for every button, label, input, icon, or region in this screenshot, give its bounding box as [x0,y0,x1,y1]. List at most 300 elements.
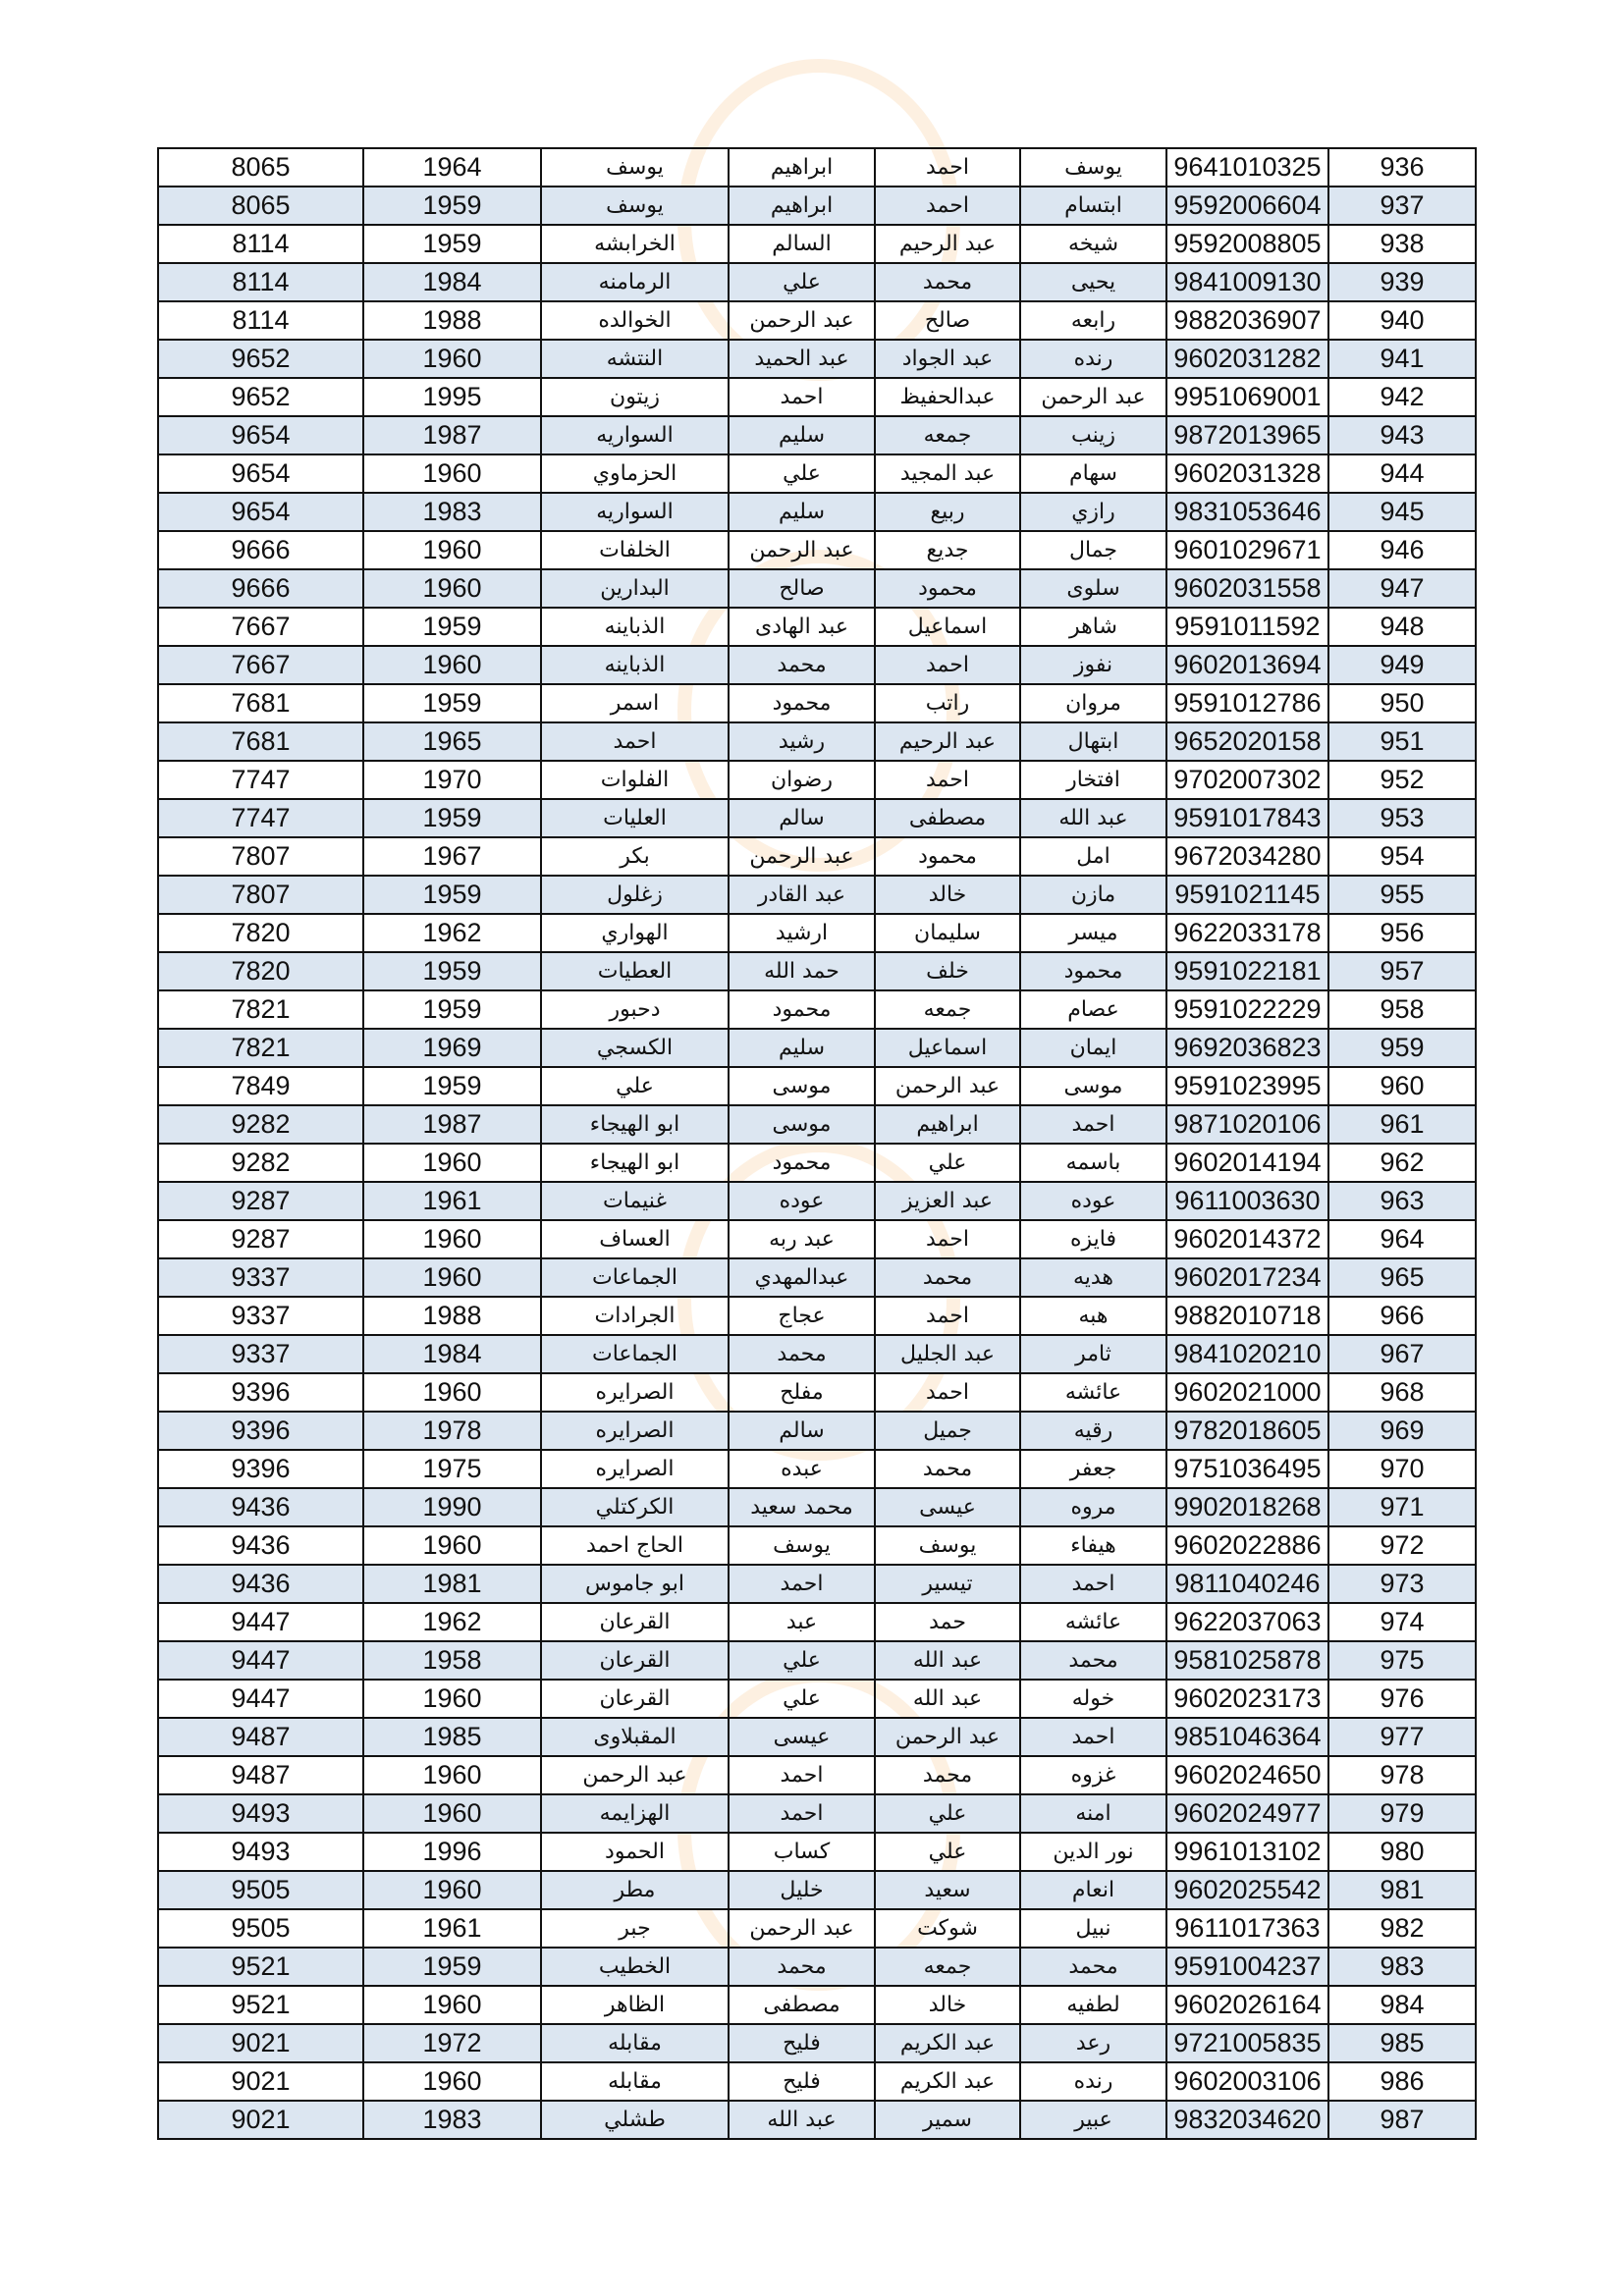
table-row [158,187,1476,225]
cell-national-id: 9591012786 [1166,684,1328,722]
cell-birth-year: 1960 [363,1680,541,1718]
cell-birth-year: 1983 [363,493,541,531]
cell-father-name: محمد [875,263,1020,301]
cell-birth-year: 1959 [363,990,541,1029]
cell-birth-year: 1990 [363,1488,541,1526]
cell-serial: 943 [1328,416,1476,454]
table-row [158,2101,1476,2139]
cell-father-name: احمد [875,1220,1020,1258]
cell-serial: 949 [1328,646,1476,684]
cell-birth-year: 1959 [363,608,541,646]
cell-first-name: لطفيه [1020,1986,1166,2024]
cell-birth-year: 1978 [363,1412,541,1450]
cell-national-id: 9782018605 [1166,1412,1328,1450]
cell-first-name: عبير [1020,2101,1166,2139]
cell-code: 9021 [158,2101,363,2139]
cell-code: 7849 [158,1067,363,1105]
cell-family-name: القرعان [541,1641,729,1680]
cell-family-name: مقابله [541,2024,729,2062]
cell-first-name: فايزه [1020,1220,1166,1258]
cell-family-name: الذباينه [541,608,729,646]
cell-serial: 981 [1328,1871,1476,1909]
cell-serial: 944 [1328,454,1476,493]
cell-birth-year: 1960 [363,340,541,378]
cell-code: 9652 [158,378,363,416]
cell-first-name: سهام [1020,454,1166,493]
cell-birth-year: 1960 [363,1871,541,1909]
cell-national-id: 9811040246 [1166,1565,1328,1603]
cell-national-id: 9592008805 [1166,225,1328,263]
cell-serial: 973 [1328,1565,1476,1603]
cell-father-name: محمود [875,569,1020,608]
cell-birth-year: 1960 [363,569,541,608]
cell-national-id: 9602025542 [1166,1871,1328,1909]
cell-first-name: انعام [1020,1871,1166,1909]
cell-first-name: ابتهال [1020,722,1166,761]
cell-national-id: 9591011592 [1166,608,1328,646]
cell-family-name: العليات [541,799,729,837]
cell-serial: 979 [1328,1794,1476,1833]
cell-first-name: شيخه [1020,225,1166,263]
cell-national-id: 9591022229 [1166,990,1328,1029]
table-row [158,148,1476,187]
cell-national-id: 9622033178 [1166,914,1328,952]
cell-serial: 945 [1328,493,1476,531]
cell-family-name: مقابله [541,2062,729,2101]
cell-family-name: القرعان [541,1680,729,1718]
cell-father-name: عبد الجواد [875,340,1020,378]
table-row [158,799,1476,837]
cell-code: 9521 [158,1986,363,2024]
cell-grandfather-name: علي [729,1641,875,1680]
cell-code: 9447 [158,1603,363,1641]
cell-serial: 976 [1328,1680,1476,1718]
cell-grandfather-name: السالم [729,225,875,263]
cell-grandfather-name: ارشيد [729,914,875,952]
cell-national-id: 9602031558 [1166,569,1328,608]
cell-grandfather-name: سالم [729,799,875,837]
cell-first-name: عصام [1020,990,1166,1029]
cell-serial: 977 [1328,1718,1476,1756]
cell-family-name: جبر [541,1909,729,1948]
cell-serial: 971 [1328,1488,1476,1526]
cell-first-name: جعفر [1020,1450,1166,1488]
cell-serial: 959 [1328,1029,1476,1067]
cell-code: 7820 [158,952,363,990]
table-row [158,493,1476,531]
cell-national-id: 9831053646 [1166,493,1328,531]
cell-first-name: عائشه [1020,1373,1166,1412]
cell-birth-year: 1959 [363,684,541,722]
cell-code: 9396 [158,1412,363,1450]
cell-first-name: مروه [1020,1488,1166,1526]
cell-birth-year: 1959 [363,187,541,225]
cell-father-name: سعيد [875,1871,1020,1909]
cell-father-name: احمد [875,1297,1020,1335]
table-row [158,1335,1476,1373]
cell-code: 9436 [158,1488,363,1526]
cell-birth-year: 1960 [363,454,541,493]
table-row [158,1603,1476,1641]
cell-national-id: 9602023173 [1166,1680,1328,1718]
cell-family-name: الفلوات [541,761,729,799]
cell-first-name: نفوز [1020,646,1166,684]
cell-code: 9666 [158,569,363,608]
cell-birth-year: 1960 [363,1794,541,1833]
cell-grandfather-name: فليح [729,2024,875,2062]
cell-national-id: 9702007302 [1166,761,1328,799]
cell-father-name: عيسى [875,1488,1020,1526]
cell-national-id: 9602031282 [1166,340,1328,378]
cell-family-name: الخطيب [541,1948,729,1986]
cell-birth-year: 1959 [363,799,541,837]
cell-serial: 965 [1328,1258,1476,1297]
cell-code: 9652 [158,340,363,378]
cell-grandfather-name: عوده [729,1182,875,1220]
cell-serial: 962 [1328,1144,1476,1182]
cell-father-name: عبد الجليل [875,1335,1020,1373]
cell-father-name: جمعه [875,1948,1020,1986]
cell-father-name: عبد المجيد [875,454,1020,493]
cell-first-name: عائشه [1020,1603,1166,1641]
cell-serial: 948 [1328,608,1476,646]
cell-code: 9505 [158,1909,363,1948]
cell-serial: 972 [1328,1526,1476,1565]
cell-father-name: احمد [875,761,1020,799]
cell-father-name: عبد الله [875,1680,1020,1718]
cell-family-name: السواريه [541,493,729,531]
cell-national-id: 9602014194 [1166,1144,1328,1182]
cell-birth-year: 1984 [363,1335,541,1373]
cell-grandfather-name: احمد [729,378,875,416]
table-row [158,1029,1476,1067]
cell-father-name: جمعه [875,990,1020,1029]
cell-national-id: 9672034280 [1166,837,1328,876]
cell-first-name: يوسف [1020,148,1166,187]
cell-serial: 970 [1328,1450,1476,1488]
cell-code: 7747 [158,799,363,837]
cell-serial: 955 [1328,876,1476,914]
cell-father-name: عبد الرحمن [875,1718,1020,1756]
cell-grandfather-name: محمود [729,1144,875,1182]
table-row [158,1833,1476,1871]
cell-birth-year: 1972 [363,2024,541,2062]
cell-grandfather-name: عبدالمهدي [729,1258,875,1297]
cell-serial: 963 [1328,1182,1476,1220]
cell-serial: 986 [1328,2062,1476,2101]
cell-serial: 960 [1328,1067,1476,1105]
cell-grandfather-name: عبد الهادى [729,608,875,646]
cell-first-name: شاهر [1020,608,1166,646]
cell-national-id: 9591021145 [1166,876,1328,914]
cell-national-id: 9602022886 [1166,1526,1328,1565]
cell-code: 9396 [158,1450,363,1488]
cell-father-name: خالد [875,876,1020,914]
table-row [158,1144,1476,1182]
cell-national-id: 9841020210 [1166,1335,1328,1373]
cell-national-id: 9832034620 [1166,2101,1328,2139]
table-row [158,1986,1476,2024]
cell-grandfather-name: احمد [729,1794,875,1833]
table-row [158,608,1476,646]
cell-first-name: رنده [1020,2062,1166,2101]
cell-father-name: احمد [875,187,1020,225]
cell-family-name: الخلفات [541,531,729,569]
cell-first-name: غزوه [1020,1756,1166,1794]
cell-father-name: عبد الله [875,1641,1020,1680]
cell-serial: 966 [1328,1297,1476,1335]
cell-grandfather-name: صالح [729,569,875,608]
cell-grandfather-name: سليم [729,1029,875,1067]
cell-birth-year: 1988 [363,1297,541,1335]
cell-code: 9505 [158,1871,363,1909]
cell-code: 9487 [158,1756,363,1794]
cell-first-name: مروان [1020,684,1166,722]
table-row [158,684,1476,722]
cell-first-name: رازي [1020,493,1166,531]
cell-code: 9287 [158,1182,363,1220]
cell-birth-year: 1981 [363,1565,541,1603]
cell-code: 7681 [158,722,363,761]
cell-family-name: زغلول [541,876,729,914]
cell-first-name: نور الدين [1020,1833,1166,1871]
cell-first-name: هديه [1020,1258,1166,1297]
cell-code: 9436 [158,1565,363,1603]
cell-first-name: جمال [1020,531,1166,569]
table-row [158,1297,1476,1335]
cell-birth-year: 1961 [363,1909,541,1948]
cell-family-name: الظاهر [541,1986,729,2024]
cell-national-id: 9961013102 [1166,1833,1328,1871]
cell-serial: 942 [1328,378,1476,416]
cell-grandfather-name: سالم [729,1412,875,1450]
cell-family-name: غنيمات [541,1182,729,1220]
table-row [158,952,1476,990]
cell-grandfather-name: عبد الرحمن [729,837,875,876]
table-row [158,378,1476,416]
cell-first-name: عبد الرحمن [1020,378,1166,416]
cell-grandfather-name: علي [729,1680,875,1718]
cell-birth-year: 1965 [363,722,541,761]
cell-family-name: طشلي [541,2101,729,2139]
table-row [158,1680,1476,1718]
cell-grandfather-name: مصطفى [729,1986,875,2024]
cell-grandfather-name: فليح [729,2062,875,2101]
cell-family-name: العطيات [541,952,729,990]
cell-family-name: يوسف [541,187,729,225]
table-row [158,1565,1476,1603]
table-row [158,531,1476,569]
cell-birth-year: 1988 [363,301,541,340]
cell-serial: 980 [1328,1833,1476,1871]
cell-national-id: 9601029671 [1166,531,1328,569]
cell-birth-year: 1985 [363,1718,541,1756]
cell-serial: 953 [1328,799,1476,837]
cell-grandfather-name: ابراهيم [729,148,875,187]
cell-birth-year: 1995 [363,378,541,416]
cell-code: 9337 [158,1297,363,1335]
cell-first-name: رعد [1020,2024,1166,2062]
cell-first-name: ابتسام [1020,187,1166,225]
table-row [158,454,1476,493]
cell-family-name: الحاج احمد [541,1526,729,1565]
cell-father-name: جميل [875,1412,1020,1450]
cell-grandfather-name: محمد [729,1335,875,1373]
cell-grandfather-name: محمود [729,684,875,722]
cell-birth-year: 1960 [363,1756,541,1794]
cell-grandfather-name: عبد الله [729,2101,875,2139]
cell-serial: 939 [1328,263,1476,301]
cell-family-name: ابو الهيجاء [541,1144,729,1182]
cell-family-name: المقبلاوى [541,1718,729,1756]
cell-grandfather-name: احمد [729,1756,875,1794]
cell-birth-year: 1959 [363,1067,541,1105]
table-row [158,1909,1476,1948]
cell-serial: 940 [1328,301,1476,340]
cell-national-id: 9641010325 [1166,148,1328,187]
cell-code: 7667 [158,608,363,646]
cell-grandfather-name: موسى [729,1067,875,1105]
cell-national-id: 9602031328 [1166,454,1328,493]
cell-first-name: هبه [1020,1297,1166,1335]
cell-grandfather-name: عبد الحميد [729,340,875,378]
cell-serial: 941 [1328,340,1476,378]
cell-code: 9337 [158,1335,363,1373]
cell-father-name: مصطفى [875,799,1020,837]
cell-national-id: 9602024977 [1166,1794,1328,1833]
cell-father-name: علي [875,1144,1020,1182]
cell-first-name: يحيى [1020,263,1166,301]
cell-father-name: عبد العزيز [875,1182,1020,1220]
cell-code: 7821 [158,1029,363,1067]
cell-father-name: محمد [875,1756,1020,1794]
cell-serial: 968 [1328,1373,1476,1412]
cell-family-name: الصرايره [541,1412,729,1450]
cell-first-name: مازن [1020,876,1166,914]
cell-first-name: امل [1020,837,1166,876]
cell-birth-year: 1959 [363,876,541,914]
cell-family-name: البدارين [541,569,729,608]
cell-national-id: 9611003630 [1166,1182,1328,1220]
cell-family-name: بكر [541,837,729,876]
cell-father-name: سمير [875,2101,1020,2139]
table-row [158,1794,1476,1833]
table-row [158,876,1476,914]
cell-birth-year: 1958 [363,1641,541,1680]
cell-birth-year: 1962 [363,1603,541,1641]
table-row [158,761,1476,799]
cell-serial: 967 [1328,1335,1476,1373]
table-row [158,1105,1476,1144]
cell-code: 9436 [158,1526,363,1565]
cell-family-name: الخوالده [541,301,729,340]
cell-national-id: 9872013965 [1166,416,1328,454]
cell-first-name: ايمان [1020,1029,1166,1067]
cell-father-name: يوسف [875,1526,1020,1565]
cell-serial: 987 [1328,2101,1476,2139]
cell-grandfather-name: كساب [729,1833,875,1871]
cell-birth-year: 1960 [363,1220,541,1258]
cell-grandfather-name: رضوان [729,761,875,799]
cell-family-name: الصرايره [541,1373,729,1412]
cell-serial: 951 [1328,722,1476,761]
cell-serial: 956 [1328,914,1476,952]
table-row [158,837,1476,876]
cell-father-name: اسماعيل [875,608,1020,646]
cell-national-id: 9581025878 [1166,1641,1328,1680]
cell-first-name: افتخار [1020,761,1166,799]
cell-birth-year: 1969 [363,1029,541,1067]
cell-first-name: ميسر [1020,914,1166,952]
cell-family-name: يوسف [541,148,729,187]
cell-father-name: تيسير [875,1565,1020,1603]
cell-first-name: باسمه [1020,1144,1166,1182]
cell-birth-year: 1960 [363,1373,541,1412]
cell-serial: 982 [1328,1909,1476,1948]
cell-grandfather-name: محمد سعيد [729,1488,875,1526]
cell-first-name: احمد [1020,1105,1166,1144]
cell-national-id: 9652020158 [1166,722,1328,761]
table-row [158,1756,1476,1794]
cell-serial: 969 [1328,1412,1476,1450]
cell-first-name: موسى [1020,1067,1166,1105]
cell-family-name: احمد [541,722,729,761]
cell-grandfather-name: عبد القادر [729,876,875,914]
cell-family-name: الجماعات [541,1258,729,1297]
cell-family-name: النتشه [541,340,729,378]
cell-first-name: نبيل [1020,1909,1166,1948]
cell-code: 9337 [158,1258,363,1297]
cell-first-name: احمد [1020,1565,1166,1603]
cell-family-name: زيتون [541,378,729,416]
cell-grandfather-name: علي [729,263,875,301]
cell-birth-year: 1960 [363,531,541,569]
cell-family-name: السواريه [541,416,729,454]
cell-father-name: ابراهيم [875,1105,1020,1144]
cell-father-name: جديع [875,531,1020,569]
table-row [158,1526,1476,1565]
cell-birth-year: 1959 [363,1948,541,1986]
cell-serial: 985 [1328,2024,1476,2062]
cell-family-name: مطر [541,1871,729,1909]
cell-serial: 983 [1328,1948,1476,1986]
cell-code: 7667 [158,646,363,684]
cell-first-name: عبد الله [1020,799,1166,837]
cell-national-id: 9692036823 [1166,1029,1328,1067]
cell-birth-year: 1996 [363,1833,541,1871]
cell-code: 9282 [158,1105,363,1144]
cell-family-name: علي [541,1067,729,1105]
cell-code: 9666 [158,531,363,569]
cell-grandfather-name: عيسى [729,1718,875,1756]
cell-national-id: 9871020106 [1166,1105,1328,1144]
table-row [158,1450,1476,1488]
cell-family-name: الجرادات [541,1297,729,1335]
cell-birth-year: 1960 [363,1144,541,1182]
cell-birth-year: 1983 [363,2101,541,2139]
cell-grandfather-name: محمد [729,646,875,684]
cell-father-name: خالد [875,1986,1020,2024]
cell-first-name: رنده [1020,340,1166,378]
cell-national-id: 9841009130 [1166,263,1328,301]
cell-family-name: ابو جاموس [541,1565,729,1603]
cell-serial: 950 [1328,684,1476,722]
table-row [158,1412,1476,1450]
cell-national-id: 9751036495 [1166,1450,1328,1488]
cell-serial: 938 [1328,225,1476,263]
cell-father-name: احمد [875,148,1020,187]
cell-grandfather-name: عبد الرحمن [729,1909,875,1948]
